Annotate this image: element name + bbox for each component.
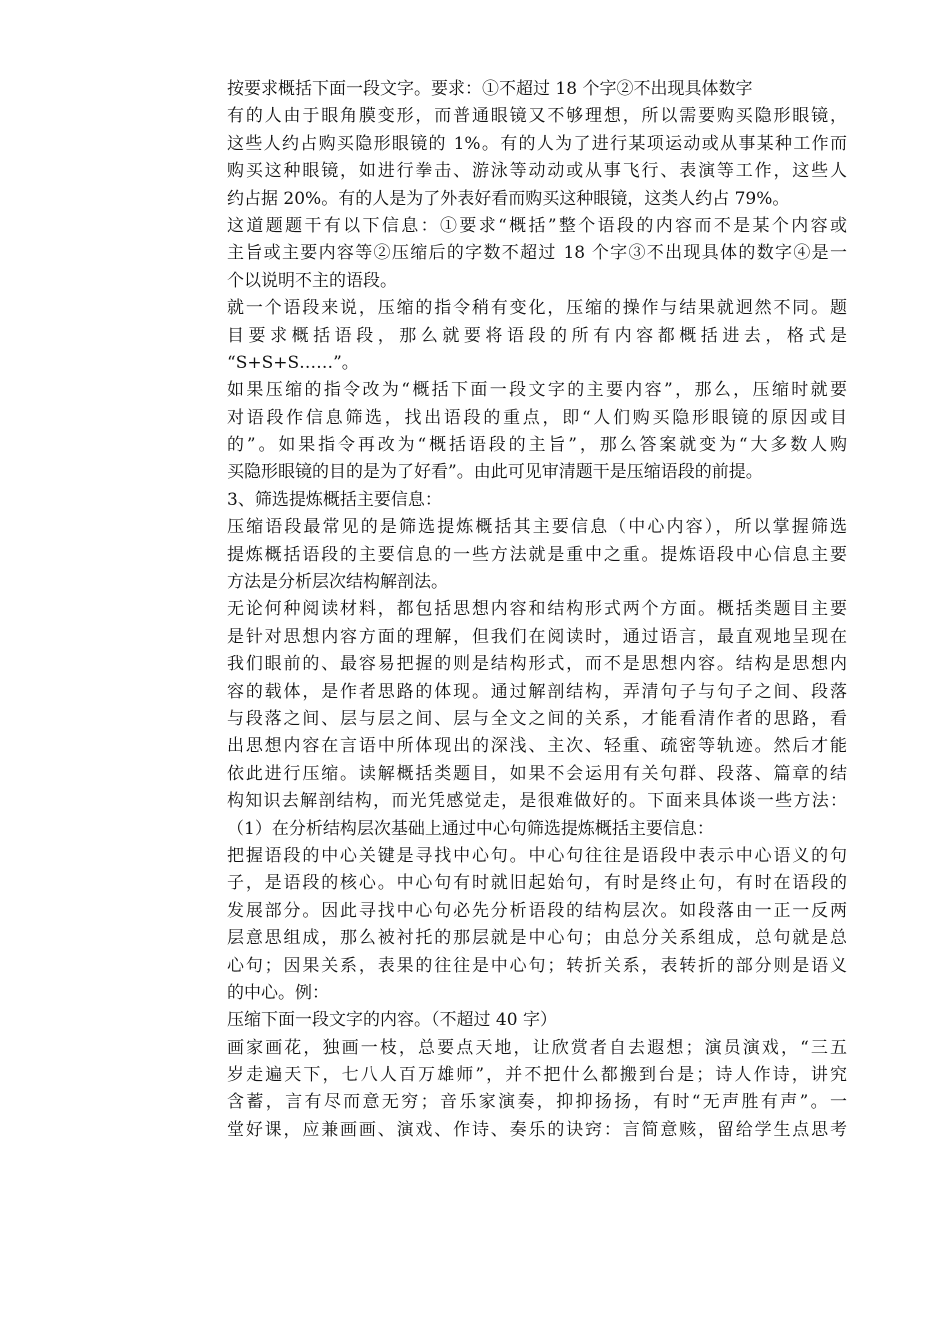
text-line: 3、筛选提炼概括主要信息： (227, 489, 442, 510)
text-line: 提炼概括语段的主要信息的一些方法就是重中之重。提炼语段中心信息主要 (227, 544, 847, 565)
text-line: 这些人约占购买隐形眼镜的 1%。有的人为了进行某项运动或从事某种工作而 (227, 133, 847, 154)
text-line: 这道题题干有以下信息：①要求“概括”整个语段的内容而不是某个内容或 (227, 215, 847, 236)
text-line: 压缩语段最常见的是筛选提炼概括其主要信息（中心内容），所以掌握筛选 (227, 517, 847, 538)
text-line: 画家画花，独画一枝，总要点天地，让欣赏者自去遐想；演员演戏，“三五 (227, 1037, 847, 1058)
text-line: 购买这种眼镜，如进行拳击、游泳等动动或从事飞行、表演等工作，这些人 (227, 161, 847, 182)
text-line: 有的人由于眼角膜变形，而普通眼镜又不够理想，所以需要购买隐形眼镜， (227, 106, 847, 127)
text-line: 堂好课，应兼画画、演戏、作诗、奏乐的诀窍：言简意赅，留给学生点思考 (227, 1119, 847, 1140)
text-line: 容的载体，是作者思路的体现。通过解剖结构，弄清句子与句子之间、段落 (227, 681, 847, 702)
text-line: 构知识去解剖结构，而光凭感觉走，是很难做好的。下面来具体谈一些方法： (227, 791, 847, 812)
document-page (227, 76, 847, 1144)
text-line: 层意思组成，那么被衬托的那层就是中心句；由总分关系组成，总句就是总 (227, 928, 847, 949)
text-line: 约占据 20%。有的人是为了外表好看而购买这种眼镜，这类人约占 79%。 (227, 188, 790, 209)
text-line: “S+S+S……”。 (227, 352, 359, 373)
text-line: 与段落之间、层与层之间、层与全文之间的关系，才能看清作者的思路，看 (227, 708, 847, 729)
text-line: 如果压缩的指令改为“概括下面一段文字的主要内容”，那么，压缩时就要 (227, 380, 847, 401)
text-line: 含蓄，言有尽而意无穷；音乐家演奏，抑抑扬扬，有时“无声胜有声”。一 (227, 1092, 847, 1113)
text-line: 压缩下面一段文字的内容。（不超过 40 字） (227, 1010, 557, 1031)
text-line: 目要求概括语段，那么就要将语段的所有内容都概括进去，格式是 (227, 325, 847, 346)
text-line: 依此进行压缩。读解概括类题目，如果不会运用有关句群、段落、篇章的结 (227, 763, 847, 784)
text-line: 无论何种阅读材料，都包括思想内容和结构形式两个方面。概括类题目主要 (227, 599, 847, 620)
text-line: （1）在分析结构层次基础上通过中心句筛选提炼概括主要信息： (227, 818, 714, 839)
text-line: 子，是语段的核心。中心句有时就旧起始句，有时是终止句，有时在语段的 (227, 873, 847, 894)
text-line: 买隐形眼镜的目的是为了好看”。由此可见审清题干是压缩语段的前提。 (227, 462, 763, 483)
text-line: 出思想内容在言语中所体现出的深浅、主次、轻重、疏密等轨迹。然后才能 (227, 736, 847, 757)
text-line: 心句；因果关系，表果的往往是中心句；转折关系，表转折的部分则是语义 (227, 955, 847, 976)
text-line: 方法是分析层次结构解剖法。 (227, 572, 448, 593)
text-line: 对语段作信息筛选，找出语段的重点，即“人们购买隐形眼镜的原因或目 (227, 407, 847, 428)
text-line: 的中心。例： (227, 982, 329, 1003)
text-line: 岁走遍天下，七八人百万雄师”，并不把什么都搬到台是；诗人作诗，讲究 (227, 1065, 847, 1086)
text-line: 发展部分。因此寻找中心句必先分析语段的结构层次。如段落由一正一反两 (227, 900, 847, 921)
text-line: 是针对思想内容方面的理解，但我们在阅读时，通过语言，最直观地呈现在 (227, 626, 847, 647)
text-line: 我们眼前的、最容易把握的则是结构形式，而不是思想内容。结构是思想内 (227, 654, 847, 675)
text-line: 把握语段的中心关键是寻找中心句。中心句往往是语段中表示中心语义的句 (227, 845, 847, 866)
text-line: 就一个语段来说，压缩的指令稍有变化，压缩的操作与结果就迥然不同。题 (227, 298, 847, 319)
text-line: 的”。如果指令再改为“概括语段的主旨”，那么答案就变为“大多数人购 (227, 435, 847, 456)
text-line: 主旨或主要内容等②压缩后的字数不超过 18 个字③不出现具体的数字④是一 (227, 243, 847, 264)
text-line: 个以说明不主的语段。 (227, 270, 397, 291)
text-line: 按要求概括下面一段文字。要求：①不超过 18 个字②不出现具体数字 (227, 79, 753, 99)
